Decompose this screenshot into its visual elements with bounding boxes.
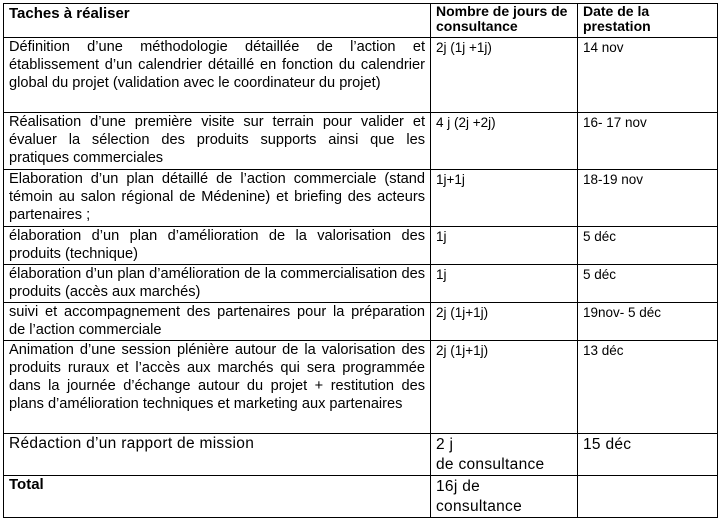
days-cell: 2j (1j +1j)	[431, 38, 578, 113]
table-row	[4, 38, 718, 113]
table-row	[4, 170, 718, 227]
date-cell: 14 nov	[578, 38, 718, 113]
date-cell: 16- 17 nov	[578, 113, 718, 170]
days-cell: 2j (1j+1j)	[431, 341, 578, 434]
table-header-row	[4, 4, 718, 38]
task-cell: suivi et accompagnement des partenaires pour la préparation de l’action commerciale	[4, 303, 431, 341]
date-cell: 5 déc	[578, 265, 718, 303]
table-row	[4, 227, 718, 265]
table-row	[4, 341, 718, 434]
table-row	[4, 265, 718, 303]
total-label: Total	[4, 476, 431, 518]
task-cell: élaboration d’un plan d’amélioration de la valorisation des produits (technique)	[4, 227, 431, 265]
date-cell: 13 déc	[578, 341, 718, 434]
task-cell: Rédaction d’un rapport de mission	[4, 434, 431, 476]
date-cell: 18-19 nov	[578, 170, 718, 227]
task-cell: élaboration d’un plan d’amélioration de la commercialisation des produits (accès aux marchés)	[4, 265, 431, 303]
header-tasks: Taches à réaliser	[4, 4, 431, 38]
date-cell: 5 déc	[578, 227, 718, 265]
days-line: 16j de	[436, 478, 481, 495]
task-cell: Réalisation d’une première visite sur terrain pour valider et évaluer la sélection des produits supports ainsi que les pratiques commerciales	[4, 113, 431, 170]
table-row	[4, 113, 718, 170]
days-cell: 4 j (2j +2j)	[431, 113, 578, 170]
header-days: Nombre de jours de consultance	[431, 4, 578, 38]
days-cell: 1j+1j	[431, 170, 578, 227]
date-cell: 15 déc	[578, 434, 718, 476]
days-line: 2 j	[436, 436, 454, 453]
date-cell: 19nov- 5 déc	[578, 303, 718, 341]
task-cell: Elaboration d’un plan détaillé de l’action commerciale (stand témoin au salon régional de Médenine) et briefing des acteurs partenaires ;	[4, 170, 431, 227]
table-row	[4, 434, 718, 476]
days-line: de consultance	[436, 456, 545, 473]
days-cell: 1j	[431, 265, 578, 303]
days-cell: 1j	[431, 227, 578, 265]
tasks-table	[3, 3, 718, 518]
days-cell	[431, 434, 578, 476]
total-days-cell	[431, 476, 578, 518]
days-cell: 2j (1j+1j)	[431, 303, 578, 341]
total-row	[4, 476, 718, 518]
task-cell: Animation d’une session plénière autour de la valorisation des produits ruraux et l’accès aux marchés qui sera programmée dans la journée d’échange autour du projet + restitution des plans d’amélioration techniques et marketing aux partenaires	[4, 341, 431, 434]
header-date: Date de la prestation	[578, 4, 718, 38]
days-line: consultance	[436, 498, 523, 515]
table-row	[4, 303, 718, 341]
task-cell: Définition d’une méthodologie détaillée de l’action et établissement d’un calendrier détaillé en fonction du calendrier global du projet (validation avec le coordinateur du projet)	[4, 38, 431, 113]
total-date-cell	[578, 476, 718, 518]
